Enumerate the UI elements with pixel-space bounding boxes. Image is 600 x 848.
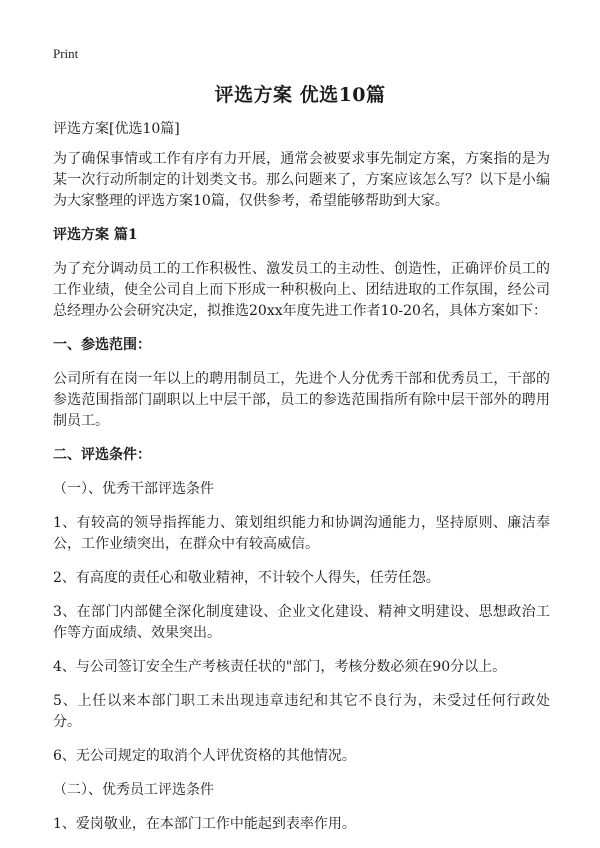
cadre-criteria-item-2: 2、有高度的责任心和敬业精神，不计较个人得失，任劳任怨。 <box>53 570 440 586</box>
part2-heading: 二、评选条件： <box>53 447 151 463</box>
intro-paragraph: 为了确保事情或工作有序有力开展，通常会被要求事先制定方案，方案指的是为某一次行动所制定的计划类文书。那么问题来了，方案应该怎么写？以下是小编为大家整理的评选方案10篇，仅供参考，希望能够帮助到大家。 <box>53 151 550 209</box>
section1-heading: 评选方案 篇1 <box>53 227 138 243</box>
staff-criteria-heading: （二）、优秀员工评选条件 <box>53 782 214 798</box>
section1-intro-paragraph: 为了充分调动员工的工作积极性、激发员工的主动性、创造性，正确评价员工的工作业绩，使全公司自上而下形成一种积极向上、团结进取的工作氛围，经公司总经理办公会研究决定，拟推选20xx年度先进工作者10-20名，具体方案如下： <box>53 261 550 319</box>
cadre-criteria-item-1: 1、有较高的领导指挥能力、策划组织能力和协调沟通能力，坚持原则、廉洁奉公，工作业绩突出，在群众中有较高威信。 <box>53 515 550 552</box>
part1-paragraph: 公司所有在岗一年以上的聘用制员工，先进个人分优秀干部和优秀员工，干部的参选范围指部门副职以上中层干部，员工的参选范围指所有除中层干部外的聘用制员工。 <box>53 371 550 429</box>
staff-criteria-item-1: 1、爱岗敬业，在本部门工作中能起到表率作用。 <box>53 816 356 832</box>
print-link[interactable]: Print <box>53 46 79 61</box>
cadre-criteria-item-4: 4、与公司签订安全生产考核责任状的"部门，考核分数必须在90分以上。 <box>53 659 507 675</box>
part1-heading: 一、参选范围： <box>53 337 151 353</box>
cadre-criteria-item-3: 3、在部门内部健全深化制度建设、企业文化建设、精神文明建设、思想政治工作等方面成绩、效果突出。 <box>53 604 550 641</box>
document-subtitle: 评选方案[优选10篇] <box>53 121 180 137</box>
cadre-criteria-item-5: 5、上任以来本部门职工未出现违章违纪和其它不良行为，未受过任何行政处分。 <box>53 693 550 730</box>
document-title: 评选方案 优选10篇 <box>214 84 386 106</box>
cadre-criteria-heading: （一）、优秀干部评选条件 <box>53 481 214 497</box>
document-body <box>53 119 550 848</box>
cadre-criteria-item-6: 6、无公司规定的取消个人评优资格的其他情况。 <box>53 748 356 764</box>
